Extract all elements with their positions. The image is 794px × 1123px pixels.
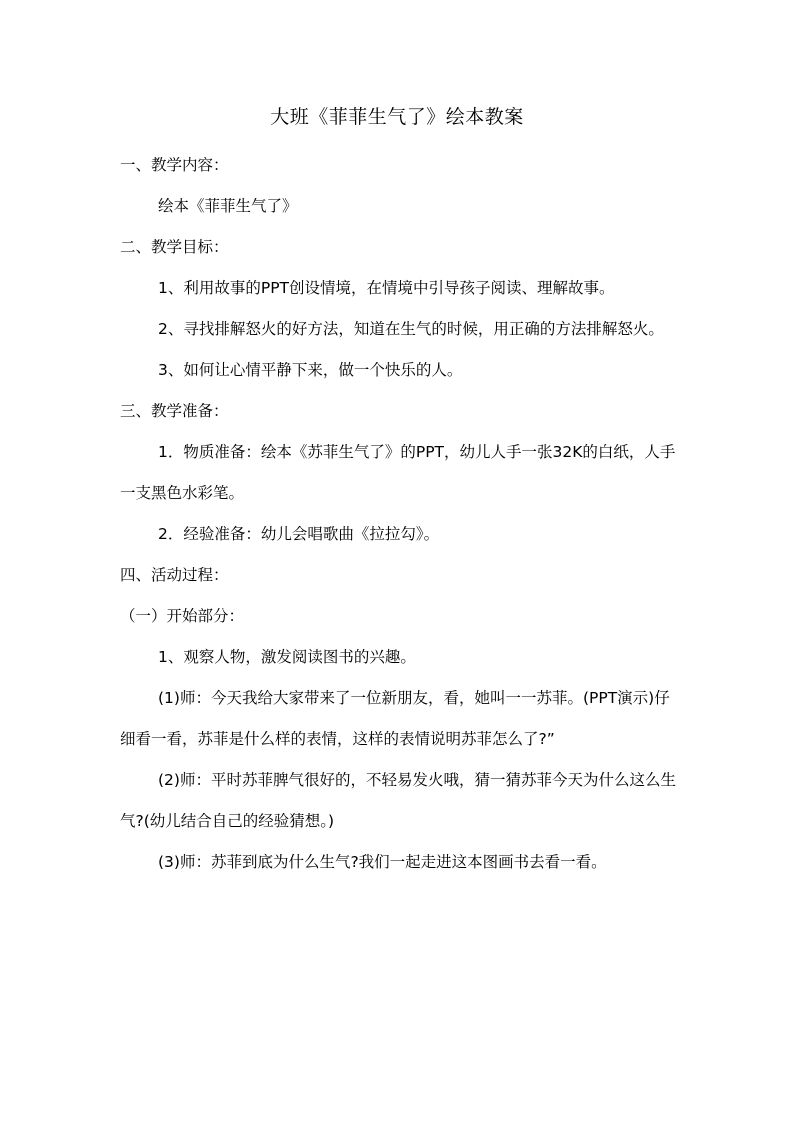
section-heading: 二、教学目标： bbox=[120, 238, 229, 256]
paragraph: 1、利用故事的PPT创设情境，在情境中引导孩子阅读、理解故事。 bbox=[158, 279, 615, 297]
document-title: 大班《菲菲生气了》绘本教案 bbox=[270, 106, 524, 128]
paragraph: 1．物质准备：绘本《苏菲生气了》的PPT，幼儿人手一张32K的白纸，人手一支黑色水彩笔。 bbox=[120, 443, 676, 502]
paragraph: 2．经验准备：幼儿会唱歌曲《拉拉勾》。 bbox=[158, 525, 440, 543]
paragraph: 绘本《菲菲生气了》 bbox=[158, 197, 298, 215]
section-subheading: （一）开始部分： bbox=[120, 607, 245, 625]
section-heading: 一、教学内容： bbox=[120, 156, 229, 174]
paragraph: 2、寻找排解怒火的好方法，知道在生气的时候，用正确的方法排解怒火。 bbox=[158, 320, 664, 338]
section-heading: 四、活动过程： bbox=[120, 566, 229, 584]
paragraph: 1、观察人物，激发阅读图书的兴趣。 bbox=[158, 648, 416, 666]
paragraph: (3)师：苏菲到底为什么生气?我们一起走进这本图画书去看一看。 bbox=[158, 853, 607, 871]
paragraph: (2)师：平时苏菲脾气很好的，不轻易发火哦，猜一猜苏菲今天为什么这么生气?(幼儿结合自己的经验猜想。) bbox=[120, 771, 676, 830]
document-body bbox=[120, 145, 680, 883]
section-heading: 三、教学准备： bbox=[120, 402, 229, 420]
paragraph: 3、如何让心情平静下来，做一个快乐的人。 bbox=[158, 361, 463, 379]
paragraph: (1)师：今天我给大家带来了一位新朋友，看，她叫一一苏菲。(PPT演示)仔细看一看，苏菲是什么样的表情，这样的表情说明苏菲怎么了?” bbox=[120, 689, 670, 748]
